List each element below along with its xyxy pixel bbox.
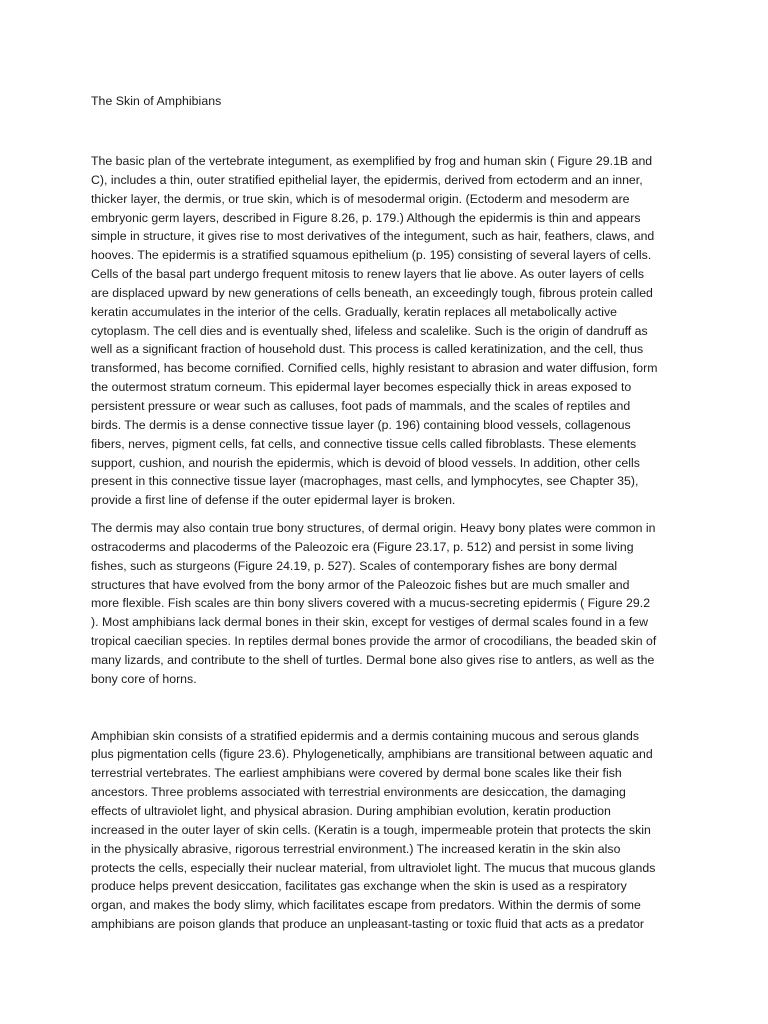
paragraph-amphibian-skin: Amphibian skin consists of a stratified epidermis and a dermis containing mucous and serous glands plus pigmentation cells (figure 23.6). Phylogenetically, amphibians are transitional between aquatic and terrestrial vertebrates. The earliest amphibians were covered by dermal bone scales like their fish ancestors. Three problems associated with terrestrial environments are desiccation, the damaging effects of ultraviolet light, and physical abrasion. During amphibian evolution, keratin production increased in the outer layer of skin cells. (Keratin is a tough, impermeable protein that protects the skin in the physically abrasive, rigorous terrestrial environment.) The increased keratin in the skin also protects the cells, especially their nuclear material, from ultraviolet light. The mucus that mucous glands produce helps prevent desiccation, facilitates gas exchange when the skin is used as a respiratory organ, and makes the body slimy, which facilitates escape from predators. Within the dermis of some amphibians are poison glands that produce an unpleasant-tasting or toxic fluid that acts as a predator: [91, 728, 656, 932]
paragraph-epidermis-dermis: The basic plan of the vertebrate integument, as exemplified by frog and human skin ( Figure 29.1B and C), includes a thin, outer stratified epithelial layer, the epidermis, derived from ectoderm and an inner, thicker layer, the dermis, or true skin, which is of mesodermal origin. (Ectoderm and mesoderm are embryonic germ layers, described in Figure 8.26, p. 179.) Although the epidermis is thin and appears simple in structure, it gives rise to most derivatives of the integument, such as hair, feathers, claws, and hooves. The epidermis is a stratified squamous epithelium (p. 195) consisting of several layers of cells. Cells of the basal part undergo frequent mitosis to renew layers that lie above. As outer layers of cells are displaced upward by new generations of cells beneath, an exceedingly tough, fibrous protein called keratin accumulates in the interior of the cells. Gradually, keratin replaces all metabolically active cytoplasm. The cell dies and is eventually shed, lifeless and scalelike. Such is the origin of dandruff as well as a significant fraction of household dust. This process is called keratinization, and the cell, thus transformed, has become cornified. Cornified cells, highly resistant to abrasion and water diffusion, form the outermost stratum corneum. This epidermal layer becomes especially thick in areas exposed to persistent pressure or wear such as calluses, foot pads of mammals, and the scales of reptiles and birds. The dermis is a dense connective tissue layer (p. 196) containing blood vessels, collagenous fibers, nerves, pigment cells, fat cells, and connective tissue cells called fibroblasts. These elements support, cushion, and nourish the epidermis, which is devoid of blood vessels. In addition, other cells present in this connective tissue layer (macrophages, mast cells, and lymphocytes, see Chapter 35), provide a first line of defense if the outer epidermal layer is broken.: [91, 154, 658, 508]
paragraph-dermal-bone: The dermis may also contain true bony structures, of dermal origin. Heavy bony plates were common in ostracoderms and placoderms of the Paleozoic era (Figure 23.17, p. 512) and persist in some living fishes, such as sturgeons (Figure 24.19, p. 527). Scales of contemporary fishes are bony dermal structures that have evolved from the bony armor of the Paleozoic fishes but are much smaller and more flexible. Fish scales are thin bony slivers covered with a mucus-secreting epidermis ( Figure 29.2 ). Most amphibians lack dermal bones in their skin, except for vestiges of dermal scales found in a few tropical caecilian species. In reptiles dermal bones provide the armor of crocodilians, the beaded skin of many lizards, and contribute to the shell of turtles. Dermal bone also gives rise to antlers, as well as the bony core of horns.: [91, 521, 657, 686]
document-title: The Skin of Amphibians: [91, 94, 222, 108]
